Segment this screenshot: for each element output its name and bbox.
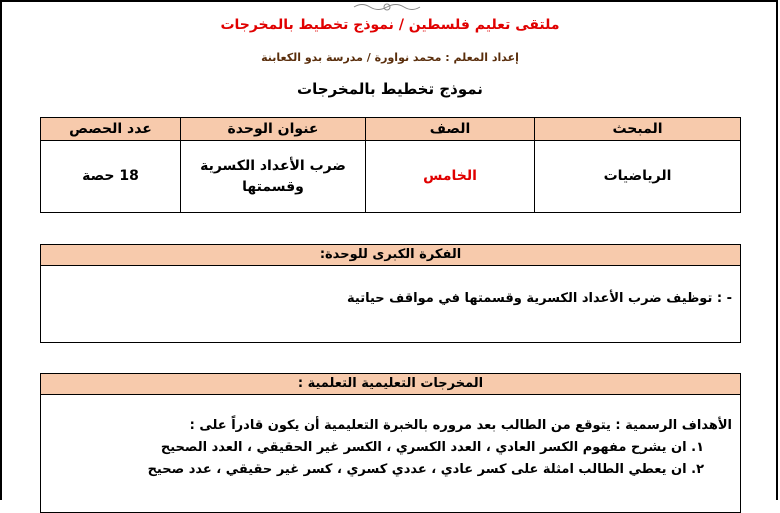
ornament-logo <box>352 2 422 12</box>
list-item: ١. ان يشرح مفهوم الكسر العادي ، العدد الكسري ، الكسر غير الحقيقي ، العدد الصحيح <box>160 440 704 455</box>
header-unit-title: عنوان الوحدة <box>181 118 366 141</box>
big-idea-section <box>40 244 741 343</box>
unit-info-table <box>40 117 741 213</box>
outcomes-heading: المخرجات التعليمية التعلمية : <box>41 374 740 395</box>
cell-unit-title: ضرب الأعداد الكسرية وقسمتها <box>181 141 366 213</box>
list-item: ٢. ان يعطي الطالب امثلة على كسر عادي ، عددي كسري ، كسر غير حقيقي ، عدد صحيح <box>147 462 704 477</box>
cell-subject: الرياضيات <box>535 141 741 213</box>
big-idea-text: - : توظيف ضرب الأعداد الكسرية وقسمتها في مواقف حياتية <box>347 291 732 306</box>
table-header-row <box>41 118 741 141</box>
cell-grade: الخامس <box>366 141 535 213</box>
document-title: نموذج تخطيط بالمخرجات <box>297 80 483 98</box>
cell-lesson-count: 18 حصة <box>41 141 181 213</box>
page-border-right <box>776 0 778 500</box>
page-border-left <box>0 0 2 500</box>
header-lesson-count: عدد الحصص <box>41 118 181 141</box>
learning-outcomes-section <box>40 373 741 513</box>
table-row <box>41 141 741 213</box>
outcomes-intro: الأهداف الرسمية : يتوقع من الطالب بعد مروره بالخبرة التعليمية أن يكون قادراً على : <box>189 418 732 433</box>
author-line: إعداد المعلم : محمد نواورة / مدرسة بدو الكعابنة <box>261 51 519 64</box>
header-subject: المبحث <box>535 118 741 141</box>
header-grade: الصف <box>366 118 535 141</box>
big-idea-heading: الفكرة الكبرى للوحدة: <box>41 245 740 266</box>
header-title: ملتقى تعليم فلسطين / نموذج تخطيط بالمخرجات <box>220 17 560 33</box>
